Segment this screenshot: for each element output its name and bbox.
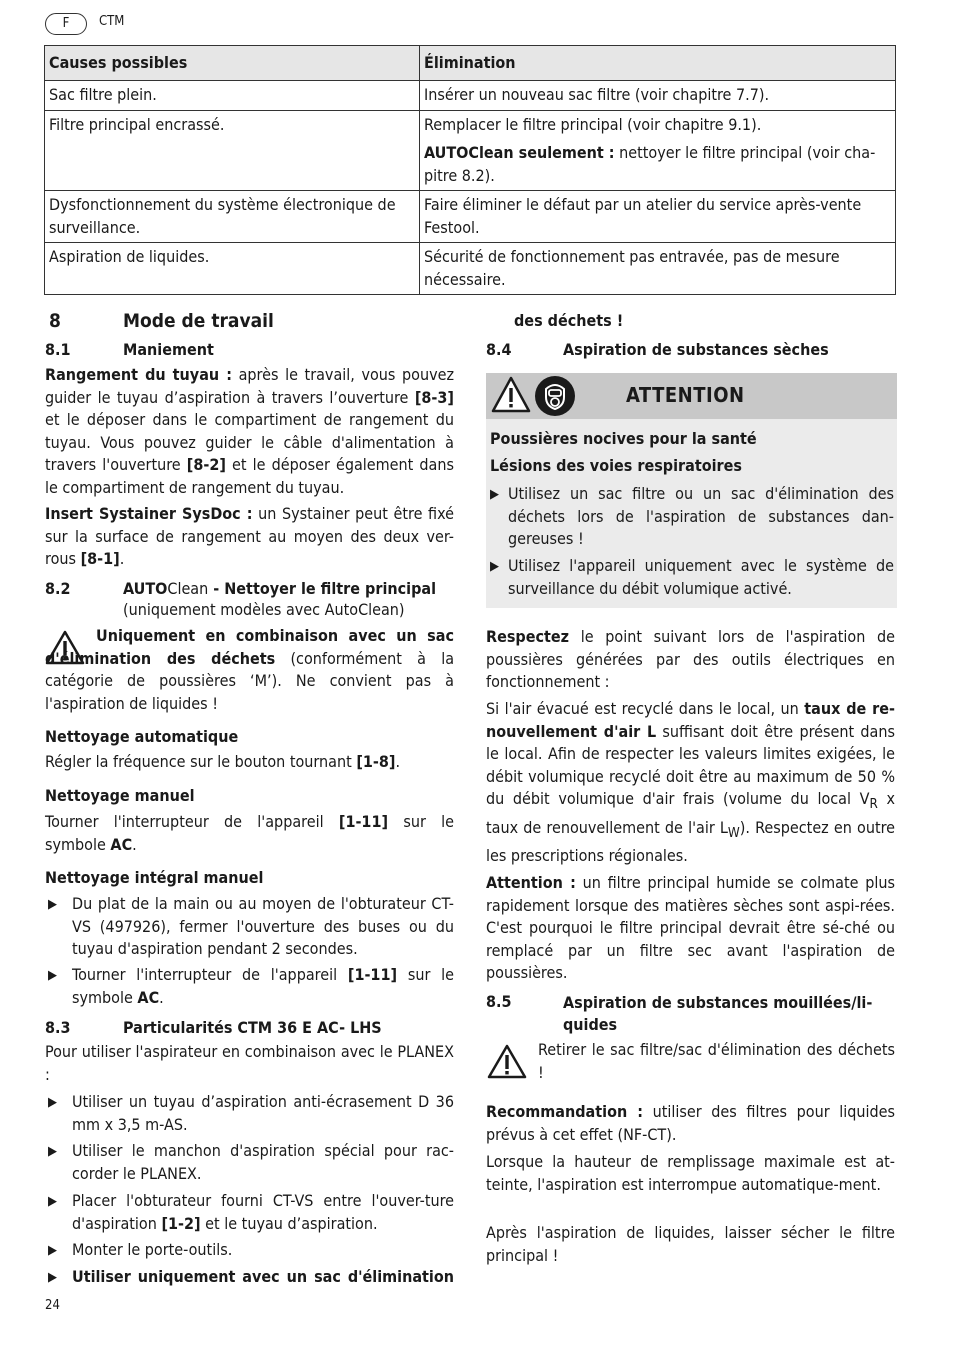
fix-cell: Faire éliminer le défaut par un atelier du service après-vente Festool.	[420, 191, 896, 243]
bullet-arrow-icon: ▶	[48, 897, 57, 912]
section-8-4-number: 8.4	[486, 340, 512, 359]
warning-autoclean-text: Uniquement en combinaison avec un sac d'élimination des déchets (conformément à la catégorie de poussières ‘M’). Ne convient pas à l'aspiration de liquides !	[45, 626, 455, 713]
table-row	[45, 81, 896, 111]
paragraph-automatic-cleaning: Régler la fréquence sur le bouton tournant [1-8].	[45, 752, 401, 771]
attention-title: ATTENTION	[626, 383, 745, 407]
warning-remove-bag-text: Retirer le sac filtre/sac d'élimination des déchets !	[538, 1040, 895, 1082]
bullet-arrow-icon: ▶	[490, 559, 499, 574]
heading-automatic-cleaning: Nettoyage automatique	[45, 727, 239, 746]
list-item: Utiliser un tuyau d’aspiration anti-écrasement D 36 mm x 3,5 m-AS.	[72, 1092, 454, 1134]
bullet-arrow-icon: ▶	[490, 487, 499, 502]
troubleshooting-table	[44, 45, 896, 295]
cause-cell: Filtre principal encrassé.	[45, 110, 420, 191]
attention-line-respiratory: Lésions des voies respiratoires	[490, 456, 742, 475]
page-number: 24	[45, 1298, 60, 1313]
paragraph-manual-cleaning: Tourner l'interrupteur de l'appareil [1-11] sur le symbole AC.	[45, 812, 454, 854]
bullet-arrow-icon: ▶	[48, 1243, 57, 1258]
fix-cell: Insérer un nouveau sac filtre (voir chapitre 7.7).	[420, 81, 896, 111]
warning-triangle-icon	[487, 1044, 527, 1080]
table-header-row	[45, 46, 896, 81]
section-8-1-number: 8.1	[45, 340, 71, 359]
document-code: CTM	[99, 14, 125, 29]
list-item: Tourner l'interrupteur de l'appareil [1-11] sur le symbole AC.	[72, 965, 454, 1007]
attention-line-dust: Poussières nocives pour la santé	[490, 429, 757, 448]
section-8-4-title: Aspiration de substances sèches	[563, 340, 829, 359]
table-row	[45, 191, 896, 243]
language-badge: F	[45, 13, 87, 35]
section-8-2-subtitle: (uniquement modèles avec AutoClean)	[123, 600, 405, 619]
section-8-2-title: AUTOClean - Nettoyer le filtre principal	[123, 579, 437, 598]
paragraph-planex-intro: Pour utiliser l'aspirateur en combinaison avec le PLANEX :	[45, 1042, 454, 1084]
section-8-2-number: 8.2	[45, 579, 71, 598]
heading-manual-cleaning: Nettoyage manuel	[45, 786, 195, 805]
list-item: Utiliser le manchon d'aspiration spécial pour rac-corder le PLANEX.	[72, 1141, 454, 1183]
section-8-5-title: Aspiration de substances mouillées/li-quides	[563, 993, 873, 1034]
paragraph-hose-storage: Rangement du tuyau : après le travail, vous pouvez guider le tuyau d’aspiration à travers l’ouverture [8-3] et le déposer dans le compartiment de rangement du tuyau. Vous pouvez guider le câble d'alimentation à travers l'ouverture [8-2] et le déposer également dans le compartiment de rangement du tuyau.	[45, 365, 455, 497]
paragraph-sysdoc: Insert Systainer SysDoc : un Systainer peut être fixé sur la surface de rangement au moyen des deux ver-rous [8-1].	[45, 504, 454, 568]
section-8-1-title: Maniement	[123, 340, 214, 359]
list-item: Utiliser uniquement avec un sac d'élimination	[72, 1267, 454, 1286]
warning-triangle-icon	[490, 375, 532, 415]
bullet-arrow-icon: ▶	[48, 1144, 57, 1159]
list-item: Utilisez un sac filtre ou un sac d'élimination des déchets lors de l'aspiration de substances dan-gereuses !	[508, 484, 894, 548]
heading-integral-cleaning: Nettoyage intégral manuel	[45, 868, 264, 887]
section-8-3-number: 8.3	[45, 1018, 71, 1037]
list-item: Monter le porte-outils.	[72, 1240, 233, 1259]
paragraph-respectez: Respectez le point suivant lors de l'aspiration de poussières générées par des outils électriques en fonctionnement :	[486, 627, 895, 691]
section-8-5-number: 8.5	[486, 992, 512, 1011]
bullet-arrow-icon: ▶	[48, 1270, 57, 1285]
column-header-causes: Causes possibles	[45, 46, 420, 81]
cause-cell: Sac filtre plein.	[45, 81, 420, 111]
continued-text: des déchets !	[514, 311, 624, 330]
section-8-3-title: Particularités CTM 36 E AC- LHS	[123, 1018, 382, 1037]
paragraph-recommendation: Recommandation : utiliser des filtres pour liquides prévus à cet effet (NF-CT).	[486, 1102, 895, 1144]
fix-cell	[420, 110, 896, 191]
paragraph-fill-level: Lorsque la hauteur de remplissage maximale est at-teinte, l'aspiration est interrompue automatique-ment.	[486, 1152, 895, 1194]
bullet-arrow-icon: ▶	[48, 968, 57, 983]
bullet-arrow-icon: ▶	[48, 1194, 57, 1209]
bullet-arrow-icon: ▶	[48, 1095, 57, 1110]
section-8-title: Mode de travail	[123, 310, 274, 332]
table-row	[45, 243, 896, 295]
section-8-number: 8	[49, 310, 61, 332]
cause-cell: Dysfonctionnement du système électronique de surveillance.	[45, 191, 420, 243]
table-row	[45, 110, 896, 191]
fix-cell: Sécurité de fonctionnement pas entravée, pas de mesure nécessaire.	[420, 243, 896, 295]
paragraph-wet-filter: Attention : un filtre principal humide se colmate plus rapidement lorsque des matières sèches sont aspi-rées. C'est pourquoi le filtre principal devrait être sé-ché ou remplacé par un filtre sec avant l'aspiration de poussières.	[486, 873, 896, 982]
fix-text: Remplacer le filtre principal (voir chapitre 9.1).	[424, 114, 762, 134]
fix-text-autoclean: AUTOClean seulement : nettoyer le filtre principal (voir cha-pitre 8.2).	[424, 143, 876, 185]
respirator-mask-icon	[534, 375, 576, 417]
paragraph-after-liquids: Après l'aspiration de liquides, laisser sécher le filtre principal !	[486, 1223, 895, 1265]
list-item: Du plat de la main ou au moyen de l'obturateur CT-VS (497926), fermer l'ouverture des buses ou du tuyau d'aspiration pendant 2 secondes.	[72, 894, 454, 958]
list-item: Utilisez l'appareil uniquement avec le système de surveillance du débit volumique activé.	[508, 556, 894, 598]
list-item: Placer l'obturateur fourni CT-VS entre l'ouver-ture d'aspiration [1-2] et le tuyau d’aspiration.	[72, 1191, 454, 1233]
cause-cell: Aspiration de liquides.	[45, 243, 420, 295]
column-header-elimination: Élimination	[420, 46, 896, 81]
paragraph-air-renewal: Si l'air évacué est recyclé dans le local, un taux de re-nouvellement d'air L suffisant doit être présent dans le local. Afin de respecter les valeurs limites exigées, le débit volumique recyclé doit être au maximum de 50 % du débit volumique d'air frais (volume du local $V_R$ x taux de renouvellement de l'air $L_W$). Respectez en outre les prescriptions régionales.	[486, 699, 896, 866]
